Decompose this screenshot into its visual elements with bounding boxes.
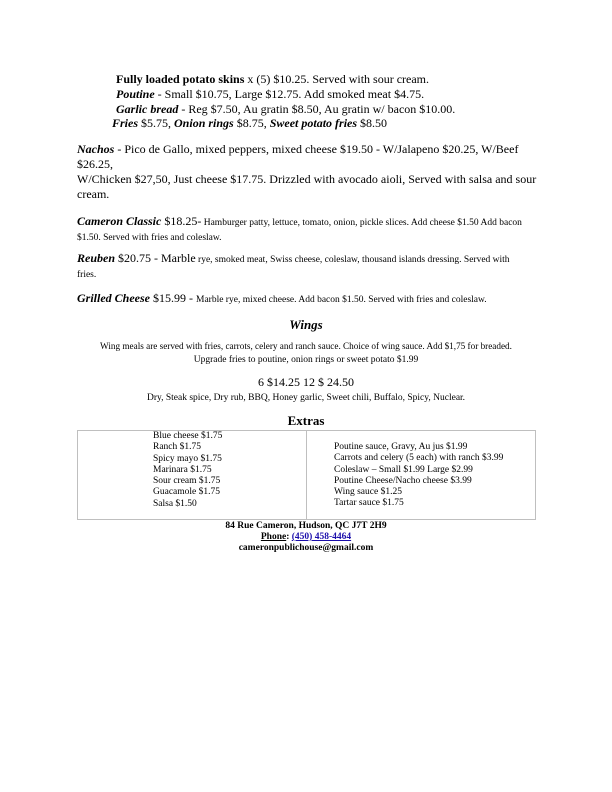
menu-item-potato-skins — [116, 72, 429, 87]
extras-left-column — [153, 431, 222, 510]
item-name: Poutine — [116, 87, 155, 101]
item-price: $18.25- — [161, 214, 202, 228]
sweet-potato-fries-name: Sweet potato fries — [269, 116, 358, 130]
phone-label: Phone — [260, 532, 287, 542]
wings-line-1: Wing meals are served with fries, carrots, celery and ranch sauce. Choice of wing sauce. Add $1,75 for breaded. — [100, 341, 512, 351]
extras-left-item: Spicy mayo $1.75 — [153, 453, 222, 464]
menu-item-nachos — [77, 142, 537, 202]
extras-left-item: Salsa $1.50 — [153, 498, 197, 509]
extras-left-item: Blue cheese $1.75 — [153, 431, 223, 441]
extras-left-item: Guacamole $1.75 — [153, 487, 221, 498]
nachos-line-1: - Pico de Gallo, mixed peppers, mixed cheese $19.50 - W/Jalapeno $20.25, W/Beef — [114, 142, 519, 156]
sweet-potato-fries-price: $8.50 — [357, 116, 388, 130]
menu-item-reuben — [77, 250, 537, 283]
wings-title: Wings — [289, 317, 323, 332]
extras-left-item: Ranch $1.75 — [153, 442, 202, 453]
extras-right-item: Wing sauce $1.25 — [334, 487, 402, 498]
item-name: Cameron Classic — [77, 214, 162, 228]
fries-name: Fries — [112, 116, 139, 130]
extras-right-item: Poutine Cheese/Nacho cheese $3.99 — [334, 475, 472, 486]
onion-rings-price: $8.75, — [233, 116, 270, 130]
fries-price: $5.75, — [138, 116, 175, 130]
extras-title: Extras — [287, 413, 325, 428]
item-desc-2: fries. — [77, 270, 97, 280]
menu-item-poutine — [116, 87, 424, 102]
extras-left-item: Sour cream $1.75 — [153, 476, 221, 487]
extras-divider — [306, 430, 307, 520]
extras-right-item: Tartar sauce $1.75 — [334, 498, 404, 509]
nachos-line-4: cream. — [77, 187, 110, 201]
item-name: Grilled Cheese — [77, 291, 150, 305]
menu-item-cameron-classic — [77, 213, 537, 246]
wings-sauces: Dry, Steak spice, Dry rub, BBQ, Honey garlic, Sweet chili, Buffalo, Spicy, Nuclear. — [146, 393, 466, 403]
item-name: Reuben — [77, 251, 116, 265]
footer-email: cameronpublichouse@gmail.com — [238, 543, 374, 553]
nachos-line-3: W/Chicken $27,50, Just cheese $17.75. Drizzled with avocado aioli, Served with salsa and sour — [77, 172, 537, 186]
phone-colon: : — [286, 532, 292, 542]
menu-item-sides — [112, 116, 387, 131]
phone-link[interactable]: (450) 458-4464 — [291, 532, 352, 542]
extras-right-item: Carrots and celery (5 each) with ranch $3.99 — [334, 453, 504, 464]
footer-address: 84 Rue Cameron, Hudson, QC J7T 2H9 — [225, 521, 387, 531]
extras-right-item: Poutine sauce, Gravy, Au jus $1.99 — [334, 442, 468, 452]
wings-prices: 6 $14.25 12 $ 24.50 — [258, 375, 354, 389]
item-details: - Reg $7.50, Au gratin $8.50, Au gratin w/ bacon $10.00. — [178, 102, 456, 116]
footer-phone — [0, 532, 612, 542]
wings-line-2: Upgrade fries to poutine, onion rings or sweet potato $1.99 — [193, 355, 419, 365]
extras-right-column — [334, 442, 503, 510]
item-name: Fully loaded potato skins — [116, 72, 245, 86]
item-details: - Small $10.75, Large $12.75. Add smoked meat $4.75. — [154, 87, 425, 101]
onion-rings-name: Onion rings — [174, 116, 234, 130]
extras-left-item: Marinara $1.75 — [153, 464, 212, 475]
nachos-line-2: $26.25, — [77, 157, 113, 171]
extras-right-item: Coleslaw – Small $1.99 Large $2.99 — [334, 464, 473, 475]
item-details: x (5) $10.25. Served with sour cream. — [244, 72, 429, 86]
item-name: Nachos — [77, 142, 115, 156]
item-price: $20.75 - Marble — [115, 251, 196, 265]
item-desc-1: rye, smoked meat, Swiss cheese, coleslaw, thousand islands dressing. Served with — [195, 255, 510, 265]
item-desc-1: Hamburger patty, lettuce, tomato, onion, pickle slices. Add cheese $1.50 Add bacon — [201, 218, 522, 228]
menu-item-grilled-cheese — [77, 290, 537, 308]
item-name: Garlic bread — [116, 102, 179, 116]
item-desc-1: Marble rye, mixed cheese. Add bacon $1.50. Served with fries and coleslaw. — [196, 295, 487, 305]
menu-item-garlic-bread — [116, 102, 455, 117]
item-desc-2: $1.50. Served with fries and coleslaw. — [77, 233, 222, 243]
item-price: $15.99 - — [150, 291, 196, 305]
